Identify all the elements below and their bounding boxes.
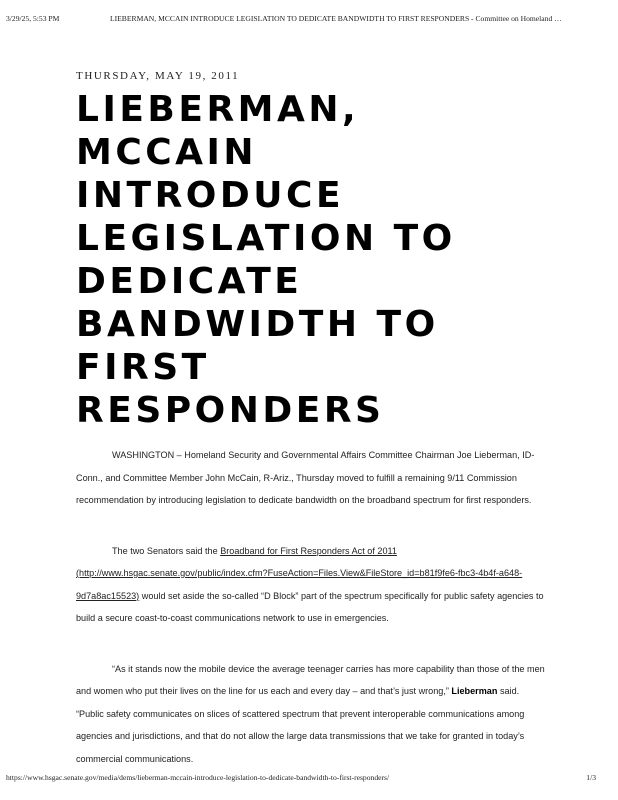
article-date: THURSDAY, MAY 19, 2011 (76, 70, 240, 82)
article-headline: LIEBERMAN, MCCAIN INTRODUCE LEGISLATION TO DEDICATE BANDWIDTH TO FIRST RESPONDERS (76, 89, 456, 431)
paragraph-quote (76, 658, 546, 771)
print-timestamp: 3/29/25, 5:53 PM (6, 14, 60, 23)
article (76, 70, 546, 770)
paragraph-bill-rest: would set aside the so-called “D Block” part of the spectrum specifically for public safety agencies to build a secure coast-to-coast communications network to use in emergencies. (76, 590, 544, 623)
paragraph-bill (76, 540, 546, 630)
print-page-title: LIEBERMAN, MCCAIN INTRODUCE LEGISLATION TO DEDICATE BANDWIDTH TO FIRST RESPONDERS - Committee on Homeland … (110, 14, 562, 23)
bill-link[interactable]: Broadband for First Responders Act of 2011 (http://www.hsgac.senate.gov/public/index.cfm?FuseAction=Files.View&FileStore_id=b81f9fe6-fbc3-4b4f-a648-9d7a8ac15523) (76, 545, 523, 601)
print-page-number: 1/3 (586, 773, 596, 782)
print-footer (6, 773, 596, 782)
quote-part-1: “As it stands now the mobile device the average teenager carries has more capability than those of the men and women who put their lives on the line for us each and every day – and that’s just wrong,” (76, 663, 545, 696)
paragraph-intro: WASHINGTON – Homeland Security and Governmental Affairs Committee Chairman Joe Lieberman, ID-Conn., and Committee Member John McCain, R-Ariz., Thursday moved to fulfill a remaining 9/11 Commission recommendation by introducing legislation to dedicate bandwidth on the broadband spectrum for first responders. (76, 450, 535, 505)
print-footer-url[interactable]: https://www.hsgac.senate.gov/media/dems/lieberman-mccain-introduce-legislation-to-dedicate-bandwidth-to-first-responders/ (6, 773, 390, 782)
quote-speaker: Lieberman (451, 686, 498, 696)
quote-part-2: said. “Public safety communicates on slices of scattered spectrum that prevent interoperable communications among agencies and jurisdictions, and that do not allow the large data transmissions that we take for granted in today’s commercial communications. (76, 686, 525, 764)
paragraph-bill-lead: The two Senators said the (112, 545, 221, 556)
print-header (6, 14, 612, 23)
